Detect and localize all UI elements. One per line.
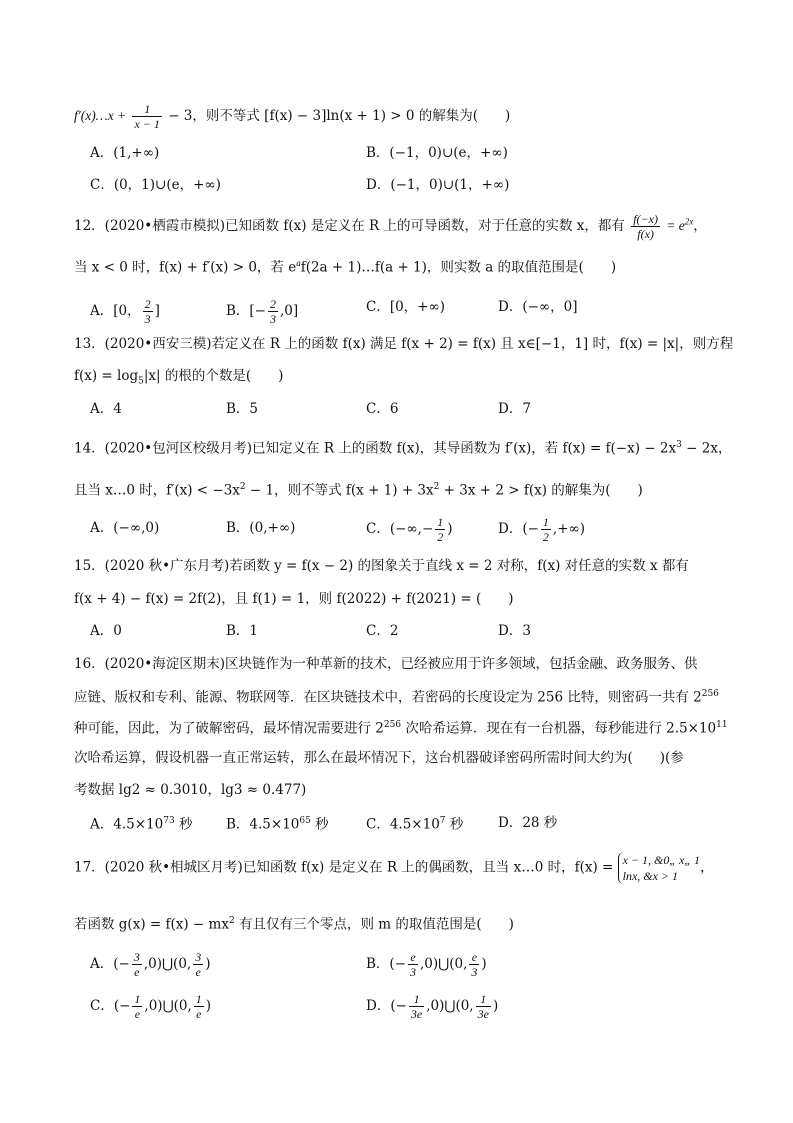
frac-numerator: f(−x) — [633, 212, 658, 226]
q14-line2-pre: 且当 x…0 时，f′(x) < −3x — [74, 482, 240, 499]
q13-stem-line1: 13．(2020•西安三模)若定义在 R 上的函数 f(x) 满足 f(x + 2) = f(x) 且 x∈[−1，1] 时，f(x) = |x|，则方程 — [74, 336, 734, 352]
q14-line1-pre: 14．(2020•包河区校级月考)已知定义在 R 上的函数 f(x)，其导函数为 f′(x)，若 f(x) = f(−x) − 2x — [74, 440, 677, 457]
q16-stem-line2 — [74, 690, 719, 705]
q12-fraction — [631, 213, 660, 240]
option-suffix: ] — [154, 303, 160, 319]
frac-denominator: e — [196, 1007, 202, 1021]
q17-option-a — [90, 951, 210, 978]
option-middle: ,0)⋃(0, — [143, 956, 192, 972]
q15-option-a: A．0 — [90, 623, 122, 639]
q15-option-d: D．3 — [498, 623, 531, 639]
option-fraction-1 — [132, 951, 142, 978]
q16-line2-exponent: 256 — [701, 689, 719, 699]
option-prefix: A．(− — [90, 956, 130, 972]
q17-option-d — [366, 993, 498, 1020]
q12-exponent: 2x — [684, 216, 694, 227]
option-fraction-1 — [408, 951, 418, 978]
q14-line2-post: + 3x + 2 > f(x) 的解集为( ) — [439, 482, 643, 499]
q16-stem-line1: 16．(2020•海淀区期末)区块链作为一种革新的技术，已经被应用于许多领域，包括金融、政务服务、供 — [74, 656, 698, 672]
q12-option-d: D．(−∞，0] — [498, 299, 578, 315]
q11-stem-suffix: − 3，则不等式 [f(x) − 3]ln(x + 1) > 0 的解集为( ) — [168, 108, 511, 124]
q13-option-a: A．4 — [90, 401, 122, 417]
q13-option-b: B．5 — [226, 401, 259, 417]
q11-option-d: D．(−1，0)∪(1，+∞) — [366, 177, 510, 193]
q14-stem-line2 — [74, 483, 643, 498]
option-suffix: ) — [481, 956, 487, 972]
frac-numerator: e — [469, 951, 479, 965]
option-exponent: 65 — [299, 816, 311, 826]
frac-denominator: 3 — [270, 312, 276, 326]
frac-numerator: 3 — [195, 950, 202, 964]
q16-stem-line5: 考数据 lg2 ≈ 0.3010，lg3 ≈ 0.477) — [74, 782, 307, 798]
q12-stem-end: ， — [693, 218, 707, 234]
q17-line1-pre: 17．(2020 秋•相城区月考)已知函数 f(x) 是定义在 R 上的偶函数，且当 x…0 时，f(x) = — [74, 859, 614, 876]
option-fraction-1 — [132, 993, 142, 1020]
option-middle: ,0)⋃(0, — [420, 956, 468, 972]
q17-stem-line2 — [74, 917, 514, 932]
q12-stem-line2 — [74, 259, 616, 275]
q11-option-a: A．(1,+∞) — [90, 145, 160, 161]
q14-line2-exponent-2: 2 — [433, 482, 440, 492]
option-suffix: 秒 — [445, 816, 464, 833]
q17-line2-post: 有且仅有三个零点，则 m 的取值范围是( ) — [234, 916, 514, 933]
frac-numerator: 1 — [542, 515, 549, 529]
q14-stem-line1 — [74, 441, 731, 456]
q16-line3-exponent: 256 — [383, 720, 402, 730]
q17-stem-line1 — [74, 852, 714, 884]
frac-numerator: 1 — [132, 103, 161, 117]
q16-option-b — [226, 817, 329, 832]
frac-denominator: 3e — [477, 1007, 489, 1021]
frac-numerator: 2 — [270, 297, 276, 311]
frac-denominator: f(x) — [637, 227, 654, 241]
q14-option-a: A．(−∞,0) — [90, 520, 160, 536]
option-middle: ,0)⋃(0, — [144, 998, 192, 1014]
option-suffix: 秒 — [310, 816, 329, 833]
option-fraction-2 — [476, 993, 491, 1020]
q13-stem-line2 — [74, 370, 283, 387]
frac-denominator: 3 — [410, 965, 416, 979]
option-suffix: ) — [492, 998, 499, 1014]
q14-option-b: B．(0,+∞) — [226, 520, 296, 536]
option-fraction — [435, 516, 445, 543]
frac-denominator: 3 — [471, 965, 478, 979]
option-prefix: B．4.5×10 — [226, 816, 300, 833]
q17-option-b — [366, 951, 487, 978]
q15-stem-line2: f(x + 4) − f(x) = 2f(2)，且 f(1) = 1，则 f(2022) + f(2021) = ( ) — [74, 591, 514, 607]
q15-stem-line1: 15．(2020 秋•广东月考)若函数 y = f(x − 2) 的图象关于直线 x = 2 对称，f(x) 对任意的实数 x 都有 — [74, 558, 689, 574]
option-prefix: D．(− — [366, 998, 407, 1014]
frac-denominator: 2 — [542, 530, 549, 544]
q17-line1-end: ， — [700, 859, 714, 876]
option-prefix: D．(− — [498, 521, 539, 537]
frac-denominator: e — [195, 965, 201, 979]
q17-line2-pre: 若函数 g(x) = f(x) − mx — [74, 916, 229, 933]
frac-numerator: 1 — [134, 992, 141, 1006]
q13-line2-post: |x| 的根的个数是( ) — [143, 368, 284, 384]
q12-option-a — [90, 298, 160, 325]
frac-numerator: 3 — [133, 950, 140, 964]
q14-line2-mid: − 1，则不等式 f(x + 1) + 3x — [245, 482, 434, 499]
q12-line2-pre: 当 x < 0 时，f(x) + f′(x) > 0，若 e — [74, 259, 297, 276]
q11-stem-prefix: f′(x)…x + — [74, 108, 127, 123]
q12-line2-rest: f(2a + 1)…f(a + 1)，则实数 a 的取值范围是( ) — [300, 259, 617, 276]
option-prefix: A．[0， — [90, 303, 141, 319]
frac-denominator: 3e — [410, 1007, 423, 1021]
q11-option-b: B．(−1，0)∪(e，+∞) — [366, 145, 508, 161]
frac-numerator: 2 — [144, 297, 151, 311]
q14-option-d — [498, 516, 585, 543]
q13-line2-pre: f(x) = log — [74, 368, 139, 384]
q15-option-b: B．1 — [226, 623, 259, 639]
frac-denominator: 2 — [437, 530, 444, 544]
option-middle: ,0)⋃(0, — [426, 998, 474, 1014]
option-fraction — [143, 298, 153, 325]
q16-line3-post: 次哈希运算．现在有一台机器，每秒能进行 2.5×10 — [401, 720, 717, 737]
option-fraction-2 — [194, 993, 204, 1020]
option-suffix: ,+∞) — [552, 521, 586, 537]
q16-line3-pre: 种可能，因此，为了破解密码，最坏情况需要进行 2 — [74, 720, 384, 737]
frac-denominator: e — [134, 1007, 141, 1021]
frac-numerator: 1 — [437, 515, 444, 529]
q14-line2-exponent-1: 2 — [239, 482, 246, 492]
q11-option-c: C．(0，1)∪(e，+∞) — [90, 177, 221, 193]
option-suffix: 秒 — [174, 816, 193, 833]
option-suffix: ,0] — [280, 303, 299, 319]
q17-case-1: x − 1, &0„ x„ 1 — [622, 853, 701, 867]
q12-stem-line1 — [74, 213, 707, 240]
frac-numerator: 1 — [409, 993, 424, 1007]
frac-denominator: x − 1 — [134, 117, 160, 131]
frac-denominator: e — [134, 965, 140, 979]
q14-line1-exponent: 3 — [676, 440, 682, 450]
frac-denominator: 3 — [144, 312, 151, 326]
q16-option-d: D．28 秒 — [498, 815, 558, 831]
option-fraction-1 — [409, 993, 424, 1020]
option-suffix: ) — [205, 956, 211, 972]
q12-stem-prefix: 12．(2020•栖霞市模拟)已知函数 f(x) 是定义在 R 上的可导函数，对于任意的实数 x，都有 — [74, 218, 625, 234]
q13-option-d: D．7 — [498, 401, 531, 417]
q17-piecewise — [618, 852, 700, 884]
option-fraction-2 — [469, 951, 479, 978]
option-prefix: A．4.5×10 — [90, 816, 164, 833]
option-fraction — [541, 516, 551, 543]
q16-stem-line4: 次哈希运算，假设机器一直正常运转，那么在最坏情况下，这台机器破译密码所需时间大约为( )(参 — [74, 750, 684, 766]
option-prefix: B．[− — [226, 303, 266, 319]
frac-numerator: e — [408, 951, 418, 965]
q15-option-c: C．2 — [366, 623, 399, 639]
q11-fraction — [132, 103, 161, 130]
q16-line3-exponent-2: 11 — [716, 720, 728, 730]
frac-numerator: 1 — [476, 993, 491, 1007]
frac-numerator: 1 — [195, 992, 202, 1006]
option-exponent: 73 — [163, 816, 175, 826]
q12-stem-suffix: = e — [666, 218, 685, 233]
q17-case-2: lnx, &x > 1 — [622, 869, 679, 884]
q12-option-b — [226, 298, 298, 325]
option-prefix: B．(− — [366, 956, 406, 972]
q17-line2-exponent: 2 — [228, 916, 235, 926]
q14-line1-post: − 2x， — [681, 440, 732, 457]
q13-option-c: C．6 — [366, 401, 399, 417]
q14-option-c — [366, 516, 453, 543]
q12-option-c: C．[0，+∞) — [366, 299, 446, 315]
option-fraction — [268, 298, 278, 325]
option-fraction-2 — [193, 951, 203, 978]
q12-line2-exponent: a — [296, 258, 301, 268]
q13-log-base: 5 — [138, 376, 144, 387]
q16-option-a — [90, 817, 192, 832]
option-exponent: 7 — [439, 816, 446, 826]
option-prefix: C．(− — [90, 998, 131, 1014]
q11-stem — [74, 103, 510, 130]
q16-line2-pre: 应链、版权和专利、能源、物联网等．在区块链技术中，若密码的长度设定为 256 比特，则密码一共有 2 — [74, 689, 702, 706]
q17-option-c — [90, 993, 211, 1020]
option-prefix: C．(−∞,− — [366, 521, 434, 537]
option-suffix: ) — [205, 998, 212, 1014]
q16-stem-line3 — [74, 721, 728, 736]
q16-option-c — [366, 817, 463, 832]
option-suffix: ) — [447, 521, 453, 537]
option-prefix: C．4.5×10 — [366, 816, 440, 833]
